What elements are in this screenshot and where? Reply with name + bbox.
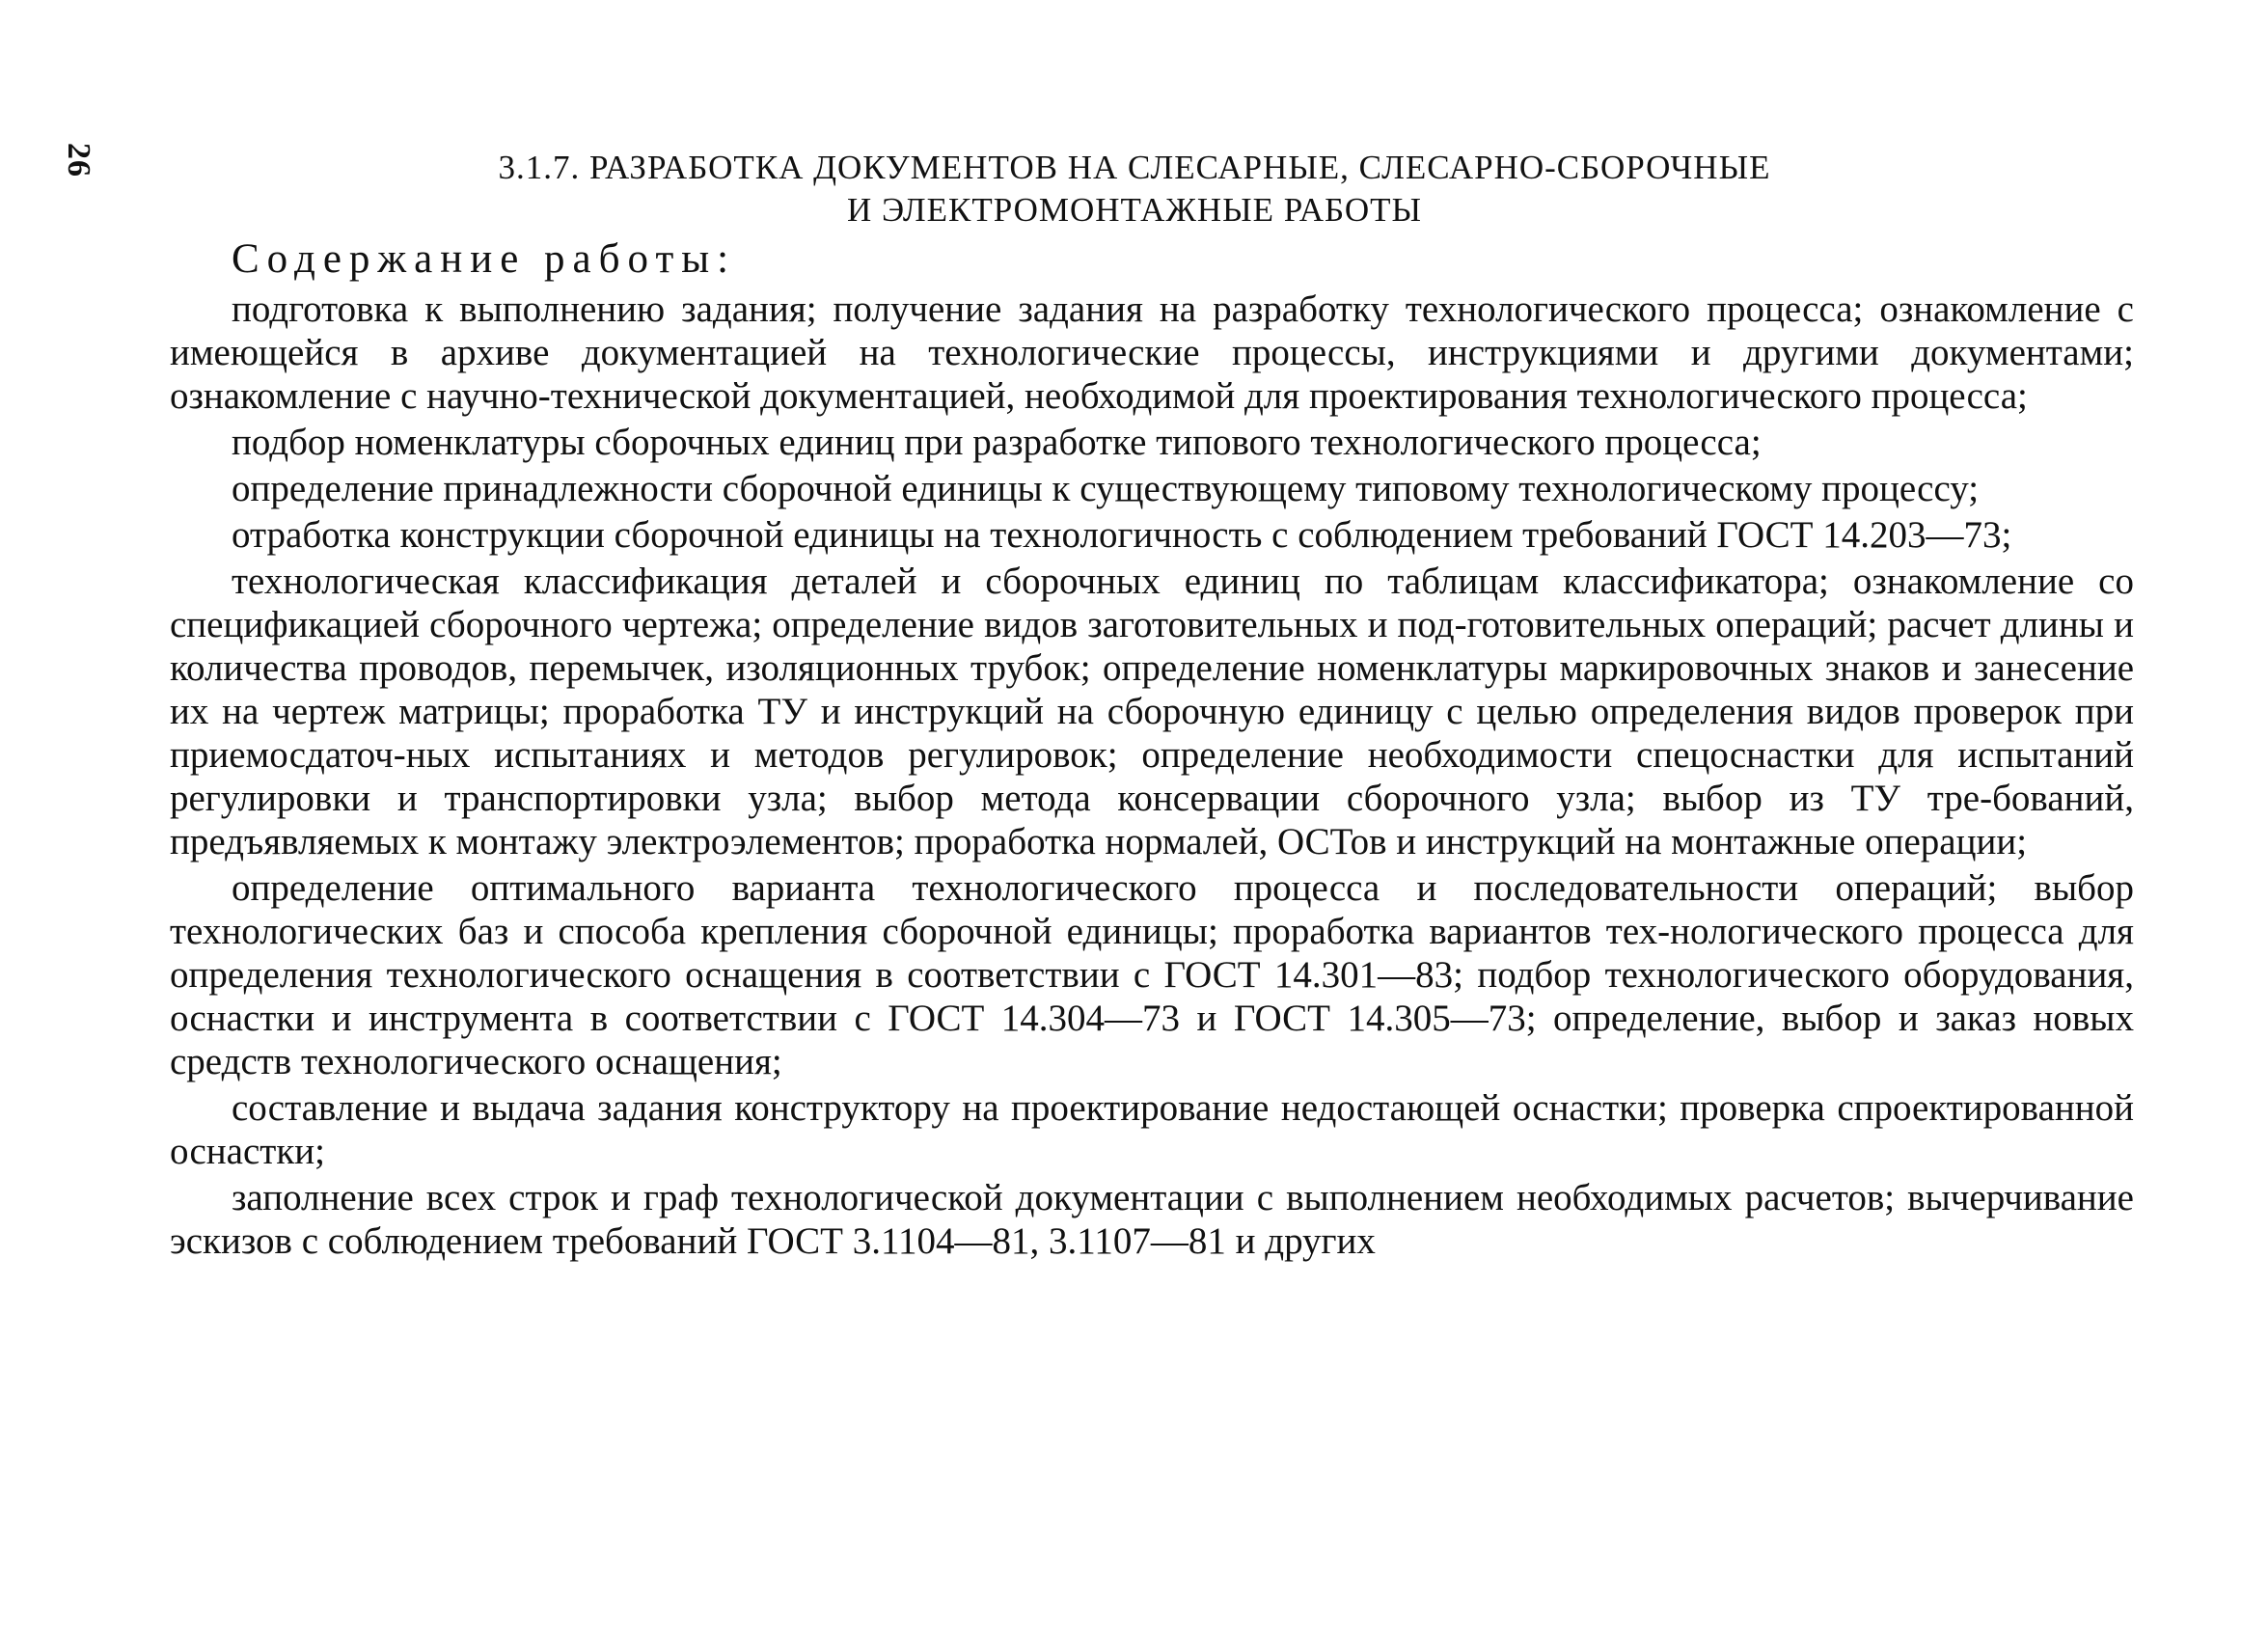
paragraph-manufacturability: отработка конструкции сборочной единицы на технологичность с соблюдением требований ГОСТ 14.203—73; xyxy=(232,514,2012,556)
paragraph-classification: технологическая классификация деталей и сборочных единиц по таблицам классификатора; ознакомление со спецификацией сборочного чертежа; определение видов заготовительных и под-готовительных операций; расчет длины и количества проводов, перемычек, изоляционных трубок; определение номенклатуры маркировочных знаков и занесение их на чертеж матрицы; проработка ТУ и инструкций на сборочную единицу с целью определения видов проверок при приемосдаточ-ных испытаниях и методов регулировок; определение необходимости спецоснастки для испытаний регулировки и транспортировки узла; выбор метода консервации сборочного узла; выбор из ТУ тре-бований, предъявляемых к монтажу электроэлементов; проработка нормалей, ОСТов и инструкций на монтажные операции; xyxy=(170,561,2134,862)
paragraph-tooling-task: составление и выдача задания конструктору на проектирование недостающей оснастки; проверка спроектированной оснастки; xyxy=(170,1087,2134,1172)
content-label: Содержание работы: xyxy=(232,236,737,282)
paragraph-optimal-variant: определение оптимального варианта технологического процесса и последовательности операций; выбор технологических баз и способа крепления сборочной единицы; проработка вариантов тех-нологического процесса для определения технологического оснащения в соответствии с ГОСТ 14.301—83; подбор технологического оборудования, оснастки и инструмента в соответствии с ГОСТ 14.304—73 и ГОСТ 14.305—73; определение, выбор и заказ новых средств технологического оснащения; xyxy=(170,867,2134,1082)
paragraph-membership: определение принадлежности сборочной единицы к существующему типовому технологическому процессу; xyxy=(232,468,1980,509)
paragraph-documentation: заполнение всех строк и граф технологической документации с выполнением необходимых расчетов; вычерчивание эскизов с соблюдением требований ГОСТ 3.1104—81, 3.1107—81 и других xyxy=(170,1177,2134,1262)
paragraph-nomenclature: подбор номенклатуры сборочных единиц при разработке типового технологического процесса; xyxy=(232,422,1762,463)
page-number: 26 xyxy=(61,143,96,178)
section-heading-line-2: И ЭЛЕКТРОМОНТАЖНЫЕ РАБОТЫ xyxy=(846,191,1423,229)
paragraph-preparation: подготовка к выполнению задания; получение задания на разработку технологического процесса; ознакомление с имеющейся в архиве документацией на технологические процессы, инструкциями и другими документами; ознакомление с научно-технической документацией, необходимой для проектирования технологического процесса; xyxy=(170,288,2134,417)
body-text xyxy=(170,287,2134,1266)
section-heading-line-1: 3.1.7. РАЗРАБОТКА ДОКУМЕНТОВ НА СЛЕСАРНЫЕ, СЛЕСАРНО-СБОРОЧНЫЕ xyxy=(498,149,1771,186)
section-heading xyxy=(170,147,2099,232)
